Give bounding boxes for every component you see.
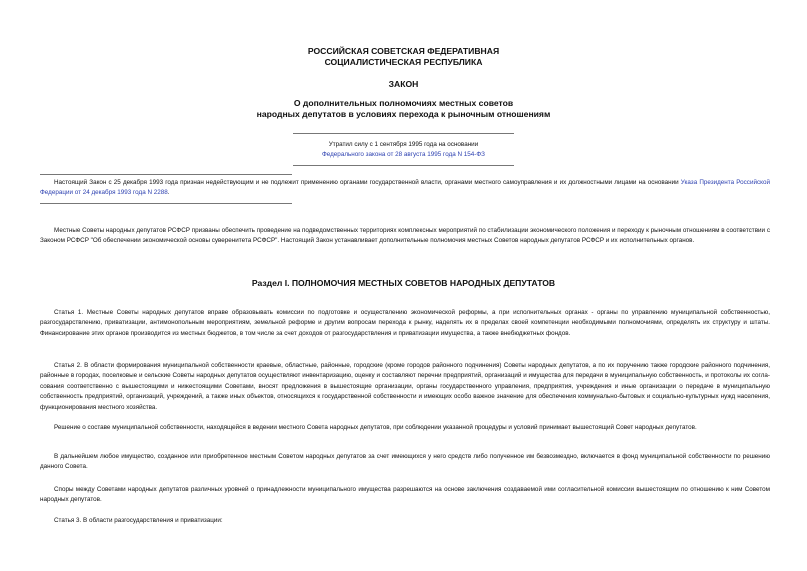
document-header [0,46,807,68]
status-note [0,140,807,160]
status-note-link[interactable]: Федерального закона от 28 августа 1995 года N 154-ФЗ [321,151,485,158]
article-1: Статья 1. Местные Советы народных депутатов вправе образовывать комиссии по подготовке и осуществлению экономической реформы, а при исполнительных органах - органы по управлению муниципальной собственностью, разгосударствлению, приватизации, антимонопольным мероприятиям, земельной реформе и другим вопросам перехода к рынку, наделять их в пределах своей компетенции необходимыми полномочиями, определять их структуру и штаты. Финансирование этих органов производится из местных бюджетов, в том числе за счет доходов от разгосударствления и приватизации имущества, а также внебюджетных фондов. [40,309,770,337]
article-2: Статья 2. В области формирования муниципальной собственности краевые, областные, районные, городские (кроме городов районного подчинения) Советы народных депутатов, а по их поручению также городские районного подчинения, районные в городах, поселковые и сельские Советы народных депутатов осуществляют инвентаризацию, оценку и составляют перечни предприятий, организаций и имущества для передачи в муниципальную собственность, и протоколы их согла-сования соответственно с вышестоящими и нижестоящими Советами, вносят предложения в вышестоящие организации, органы государственного управления, предприятия, учреждения и иные организации о передаче в муниципальную собственность предприятий, организаций, учреждений, а также иных объектов, относящихся к государственной собственности и имеющих особо важное значение для обеспечения коммунально-бытовых и социально-культурных нужд населения, функционирования местного хозяйства. [40,362,770,411]
header-line-1: РОССИЙСКАЯ СОВЕТСКАЯ ФЕДЕРАТИВНАЯ [307,46,500,56]
article-2-para-2: Решение о составе муниципальной собственности, находящейся в ведении местного Совета народных депутатов, при соблюдении указанной процедуры и условий принимает вышестоящий Совет народных депутатов. [54,424,697,431]
divider-top [293,133,514,134]
article-2-para-3: В дальнейшем любое имущество, созданное или приобретенное местным Советом народных депутатов за счет имеющихся у него средств либо полученное им безвозмездно, включается в фонд муниципальной собственности по решению данного Совета. [40,453,770,471]
article-3: Статья 3. В области разгосударствления и приватизации: [54,517,223,524]
title-line-1: О дополнительных полномочиях местных советов [293,98,514,108]
section-title: Раздел I. ПОЛНОМОЧИЯ МЕСТНЫХ СОВЕТОВ НАРОДНЫХ ДЕПУТАТОВ [251,278,556,288]
divider-bottom [293,165,514,166]
invalid-note-link[interactable]: Указа Президента Российской Федерации от 24 декабря 1993 года N 2288 [40,179,770,197]
article-2-para-4: Споры между Советами народных депутатов различных уровней о принадлежности муниципального имущества разрешаются на основе заключения создаваемой ими согласительной комиссии вышестоящим по отношению к ним Советом народных депутатов. [40,486,770,504]
status-note-text: Утратил силу с 1 сентября 1995 года на основании [328,141,479,148]
document-type: ЗАКОН [388,79,419,89]
divider-note-top [40,174,292,175]
preamble: Местные Советы народных депутатов РСФСР призваны обеспечить проведение на подведомственных территориях комплексных мероприятий по стабилизации экономического положения и переходу к рыночным отношениям в соответствии с Законом РСФСР "Об обеспечении экономической основы суверенитета РСФСР". Настоящий Закон устанавливает дополнительные полномочия местных Советов народных депутатов РСФСР и их исполнительных органов. [40,227,770,245]
invalid-note: Настоящий Закон с 25 декабря 1993 года признан недействующим и не подлежит применению органами государственной власти, органами местного самоуправления и их должностными лицами на основании Указа Президента Российской Федерации от 24 декабря 1993 года N 2288. [40,179,770,197]
invalid-note-text: Настоящий Закон с 25 декабря 1993 года признан недействующим и не подлежит применению органами государственной власти, органами местного самоуправления и их должностными лицами на основании [54,179,681,186]
title-line-2: народных депутатов в условиях перехода к рыночным отношениям [256,109,551,119]
header-line-2: СОЦИАЛИСТИЧЕСКАЯ РЕСПУБЛИКА [324,57,483,67]
divider-note-bottom [40,203,292,204]
document-title [0,98,807,120]
